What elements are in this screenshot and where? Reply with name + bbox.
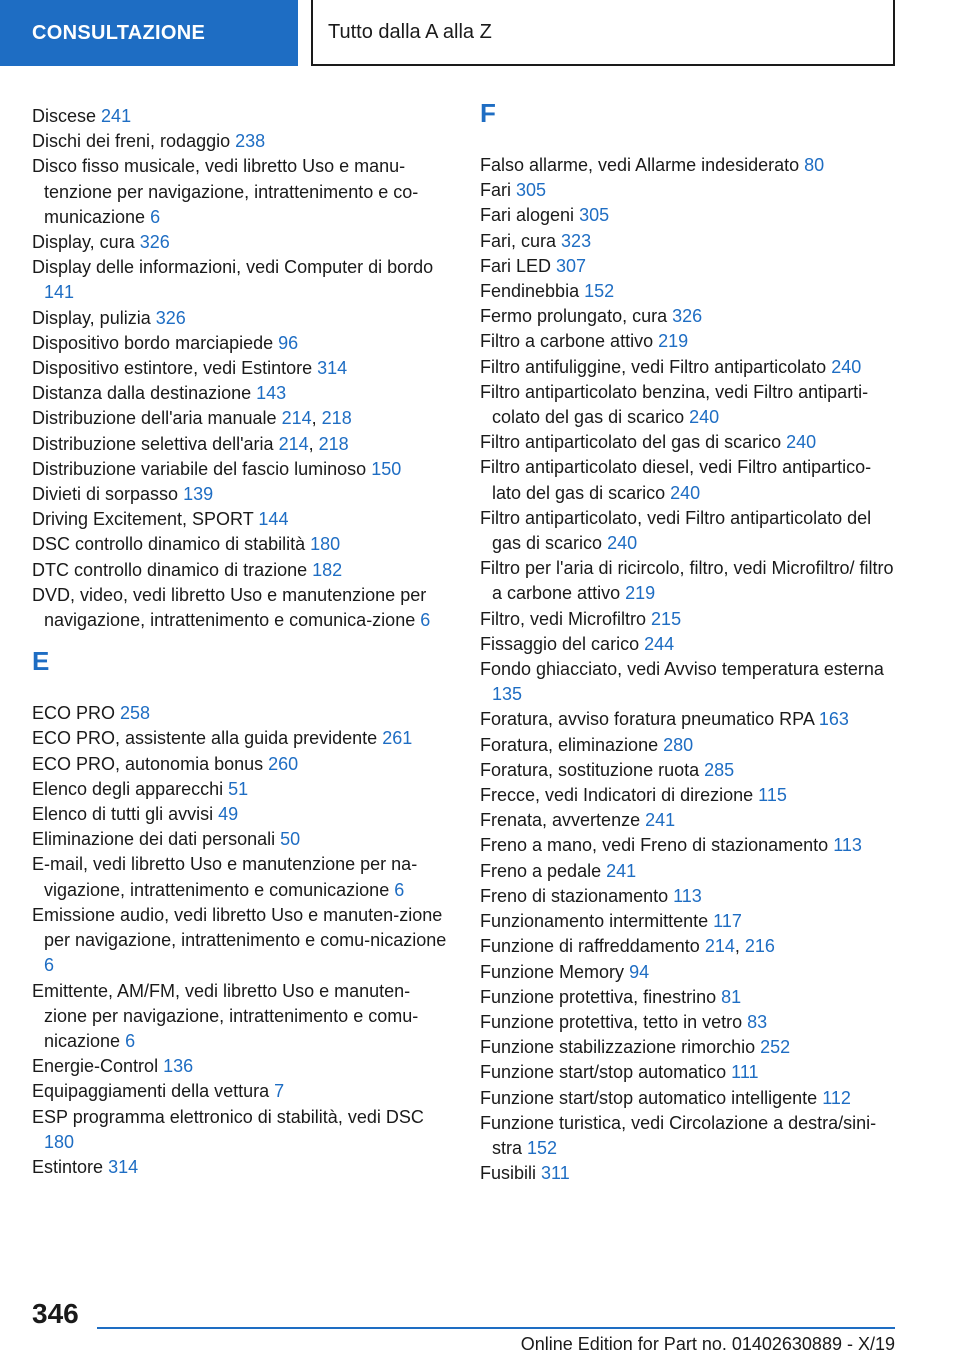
index-entry: Fari alogeni 305 xyxy=(480,205,610,226)
index-entry: ECO PRO, assistente alla guida previdente 261 xyxy=(32,728,413,749)
index-letter-e: E xyxy=(32,646,50,677)
index-entry: Fermo prolungato, cura 326 xyxy=(480,306,703,327)
page-reference-link[interactable]: 152 xyxy=(584,281,615,302)
page-reference-link[interactable]: 180 xyxy=(44,1131,75,1152)
page-reference-link[interactable]: 94 xyxy=(629,961,650,982)
chapter-title: Tutto dalla A alla Z xyxy=(311,0,895,66)
index-entry: Fari LED 307 xyxy=(480,255,587,276)
index-entry: E-mail, vedi libretto Uso e manutenzione per na-vigazione, intrattenimento e comunicazione 6 xyxy=(32,854,418,900)
index-entry: Dischi dei freni, rodaggio 238 xyxy=(32,131,266,152)
index-entry: Filtro a carbone attivo 219 xyxy=(480,331,689,352)
page-reference-link[interactable]: 6 xyxy=(150,206,161,227)
page-reference-link[interactable]: 51 xyxy=(228,778,249,799)
page-reference-link[interactable]: 285 xyxy=(704,759,735,780)
page-reference-link[interactable]: 280 xyxy=(663,734,694,755)
index-entry: Distribuzione selettiva dell'aria 214, 218 xyxy=(32,433,349,454)
index-group-e xyxy=(32,701,452,1180)
footer-edition: Online Edition for Part no. 01402630889 - X/19 xyxy=(520,1334,895,1354)
index-entry: Funzione start/stop automatico intelligente 112 xyxy=(480,1087,851,1108)
page-reference-link[interactable]: 6 xyxy=(125,1030,136,1051)
page-reference-link[interactable]: 115 xyxy=(758,785,787,806)
page-reference-link[interactable]: 323 xyxy=(561,230,592,251)
page-reference-link[interactable]: 216 xyxy=(744,936,775,957)
index-entry: Funzione start/stop automatico 111 xyxy=(480,1062,759,1083)
page-reference-link[interactable]: 326 xyxy=(672,306,703,327)
index-entry: Display, cura 326 xyxy=(32,232,170,253)
index-entry: Fari, cura 323 xyxy=(480,230,592,251)
page-reference-link[interactable]: 307 xyxy=(556,255,587,276)
index-entry: Fari 305 xyxy=(480,180,547,201)
index-entry: Falso allarme, vedi Allarme indesiderato 80 xyxy=(480,155,825,175)
page-reference-link[interactable]: 50 xyxy=(280,829,301,850)
index-entry: Elenco di tutti gli avvisi 49 xyxy=(32,804,239,825)
index-group-f xyxy=(480,153,900,1186)
page-reference-link[interactable]: 240 xyxy=(670,482,701,503)
index-entry: Frecce, vedi Indicatori di direzione 115 xyxy=(480,785,787,806)
footer-divider xyxy=(97,1327,895,1329)
index-letter-f: F xyxy=(480,98,496,128)
index-entry: Foratura, avviso foratura pneumatico RPA 163 xyxy=(480,709,849,730)
page-reference-link[interactable]: 117 xyxy=(713,911,742,932)
index-entry: ESP programma elettronico di stabilità, vedi DSC 180 xyxy=(32,1106,424,1152)
page-reference-link[interactable]: 6 xyxy=(44,955,55,976)
page-reference-link[interactable]: 241 xyxy=(645,810,676,831)
index-entry: Filtro antifuliggine, vedi Filtro antiparticolato 240 xyxy=(480,356,862,377)
index-entry: Funzione turistica, vedi Circolazione a destra/sini-stra 152 xyxy=(480,1112,877,1158)
page-reference-link[interactable]: 113 xyxy=(673,885,702,906)
index-entry: Funzionamento intermittente 117 xyxy=(480,911,742,932)
index-entry: Display delle informazioni, vedi Computer di bordo 141 xyxy=(32,257,434,303)
page-reference-link[interactable]: 49 xyxy=(218,804,239,825)
index-entry: Freno a pedale 241 xyxy=(480,860,637,881)
index-entry: Dispositivo estintore, vedi Estintore 314 xyxy=(32,358,348,379)
page-reference-link[interactable]: 182 xyxy=(312,559,343,580)
index-column-right xyxy=(480,98,900,1186)
page-reference-link[interactable]: 144 xyxy=(258,509,289,530)
index-entry: ECO PRO 258 xyxy=(32,703,151,724)
page-reference-link[interactable]: 136 xyxy=(163,1056,194,1077)
page-reference-link[interactable]: 180 xyxy=(310,534,341,555)
page-reference-link[interactable]: 83 xyxy=(747,1011,768,1032)
index-entry: Eliminazione dei dati personali 50 xyxy=(32,829,301,850)
page-reference-link[interactable]: 218 xyxy=(318,433,349,454)
page-reference-link[interactable]: 261 xyxy=(382,728,413,749)
page-reference-link[interactable]: 80 xyxy=(804,155,825,175)
index-entry: Distribuzione variabile del fascio luminoso 150 xyxy=(32,458,402,479)
page-reference-link[interactable]: 219 xyxy=(658,331,689,352)
page-reference-link[interactable]: 252 xyxy=(760,1037,791,1058)
page-reference-link[interactable]: 314 xyxy=(108,1156,139,1177)
index-group-d xyxy=(32,104,452,633)
page-reference-link[interactable]: 240 xyxy=(786,432,817,453)
page-reference-link[interactable]: 240 xyxy=(831,356,862,377)
page-reference-link[interactable]: 214 xyxy=(281,408,312,429)
page-reference-link[interactable]: 6 xyxy=(394,879,405,900)
page-reference-link[interactable]: 305 xyxy=(579,205,610,226)
index-entry: Discese 241 xyxy=(32,106,132,126)
index-entry: Elenco degli apparecchi 51 xyxy=(32,778,249,799)
page-reference-link[interactable]: 7 xyxy=(274,1081,285,1102)
section-tab: CONSULTAZIONE xyxy=(0,0,298,66)
index-entry: Disco fisso musicale, vedi libretto Uso e manu-tenzione per navigazione, intrattenimento e co-municazione 6 xyxy=(32,156,419,227)
index-entry: DVD, video, vedi libretto Uso e manutenzione per navigazione, intrattenimento e comunica-zione 6 xyxy=(32,584,431,631)
index-entry: ECO PRO, autonomia bonus 260 xyxy=(32,753,299,774)
page-number: 346 xyxy=(32,1298,79,1329)
index-entry: Display, pulizia 326 xyxy=(32,307,186,328)
page-reference-link[interactable]: 260 xyxy=(268,753,299,774)
page-reference-link[interactable]: 143 xyxy=(256,383,287,404)
page-reference-link[interactable]: 258 xyxy=(120,703,151,724)
index-entry: Funzione protettiva, tetto in vetro 83 xyxy=(480,1011,768,1032)
index-entry: Frenata, avvertenze 241 xyxy=(480,810,676,831)
page-reference-link[interactable]: 112 xyxy=(822,1087,851,1108)
page-reference-link[interactable]: 135 xyxy=(492,684,523,705)
index-entry: Fendinebbia 152 xyxy=(480,281,615,302)
page-reference-link[interactable]: 240 xyxy=(689,407,720,428)
index-column-left xyxy=(32,104,452,1180)
index-entry: Fissaggio del carico 244 xyxy=(480,633,675,654)
page-reference-link[interactable]: 241 xyxy=(606,860,637,881)
page-reference-link[interactable]: 152 xyxy=(527,1137,558,1158)
index-entry: DSC controllo dinamico di stabilità 180 xyxy=(32,534,341,555)
page-reference-link[interactable]: 215 xyxy=(651,608,682,629)
index-entry: Distribuzione dell'aria manuale 214, 218 xyxy=(32,408,352,429)
page-reference-link[interactable]: 311 xyxy=(541,1163,570,1184)
page-reference-link[interactable]: 214 xyxy=(704,936,735,957)
index-entry: Emissione audio, vedi libretto Uso e manuten-zione per navigazione, intrattenimento e comu-nicazione 6 xyxy=(32,904,447,976)
index-entry: Filtro antiparticolato benzina, vedi Filtro antiparti-colato del gas di scarico 240 xyxy=(480,381,869,428)
page-reference-link[interactable]: 96 xyxy=(278,332,299,353)
page-reference-link[interactable]: 139 xyxy=(183,484,214,505)
page-reference-link[interactable]: 241 xyxy=(101,106,132,126)
index-entry: Equipaggiamenti della vettura 7 xyxy=(32,1081,285,1102)
index-entry: Filtro antiparticolato, vedi Filtro antiparticolato del gas di scarico 240 xyxy=(480,507,872,554)
page-reference-link[interactable]: 150 xyxy=(371,458,402,479)
index-entry: Energie-Control 136 xyxy=(32,1056,194,1077)
page-reference-link[interactable]: 314 xyxy=(317,358,348,379)
page-header xyxy=(0,0,960,66)
index-entry: Funzione stabilizzazione rimorchio 252 xyxy=(480,1037,791,1058)
index-entry: Freno a mano, vedi Freno di stazionamento 113 xyxy=(480,835,862,856)
index-entry: Filtro, vedi Microfiltro 215 xyxy=(480,608,682,629)
page-reference-link[interactable]: 111 xyxy=(731,1062,759,1083)
index-entry: Filtro antiparticolato del gas di scarico 240 xyxy=(480,432,817,453)
index-entry: Filtro per l'aria di ricircolo, filtro, vedi Microfiltro/ filtro a carbone attivo 219 xyxy=(480,558,894,604)
index-entry: DTC controllo dinamico di trazione 182 xyxy=(32,559,343,580)
index-entry: Fondo ghiacciato, vedi Avviso temperatura esterna 135 xyxy=(480,659,884,705)
index-entry: Emittente, AM/FM, vedi libretto Uso e manuten-zione per navigazione, intrattenimento e comu-nicazione 6 xyxy=(32,980,419,1051)
index-entry: Distanza dalla destinazione 143 xyxy=(32,383,287,404)
page-reference-link[interactable]: 305 xyxy=(516,180,547,201)
index-entry: Funzione Memory 94 xyxy=(480,961,650,982)
index-entry: Fusibili 311 xyxy=(480,1163,570,1184)
page-reference-link[interactable]: 218 xyxy=(321,408,352,429)
index-entry: Foratura, eliminazione 280 xyxy=(480,734,694,755)
page-reference-link[interactable]: 240 xyxy=(607,533,638,554)
page-reference-link[interactable]: 81 xyxy=(721,986,742,1007)
page-reference-link[interactable]: 214 xyxy=(278,433,309,454)
index-entry: Divieti di sorpasso 139 xyxy=(32,484,214,505)
page-reference-link[interactable]: 326 xyxy=(155,307,186,328)
index-entry: Filtro antiparticolato diesel, vedi Filtro antipartico-lato del gas di scarico 240 xyxy=(480,457,872,503)
page-reference-link[interactable]: 141 xyxy=(44,282,75,303)
index-entry: Dispositivo bordo marciapiede 96 xyxy=(32,332,299,353)
page-reference-link[interactable]: 219 xyxy=(625,583,656,604)
index-entry: Funzione di raffreddamento 214, 216 xyxy=(480,936,775,957)
page-reference-link[interactable]: 244 xyxy=(644,633,675,654)
index-entry: Freno di stazionamento 113 xyxy=(480,885,702,906)
page-reference-link[interactable]: 238 xyxy=(235,131,266,152)
page-reference-link[interactable]: 326 xyxy=(139,232,170,253)
page-reference-link[interactable]: 6 xyxy=(420,610,431,631)
page-reference-link[interactable]: 163 xyxy=(818,709,849,730)
index-entry: Estintore 314 xyxy=(32,1156,139,1177)
index-entry: Driving Excitement, SPORT 144 xyxy=(32,509,289,530)
page-reference-link[interactable]: 113 xyxy=(833,835,862,856)
index-entry: Foratura, sostituzione ruota 285 xyxy=(480,759,735,780)
index-entry: Funzione protettiva, finestrino 81 xyxy=(480,986,742,1007)
